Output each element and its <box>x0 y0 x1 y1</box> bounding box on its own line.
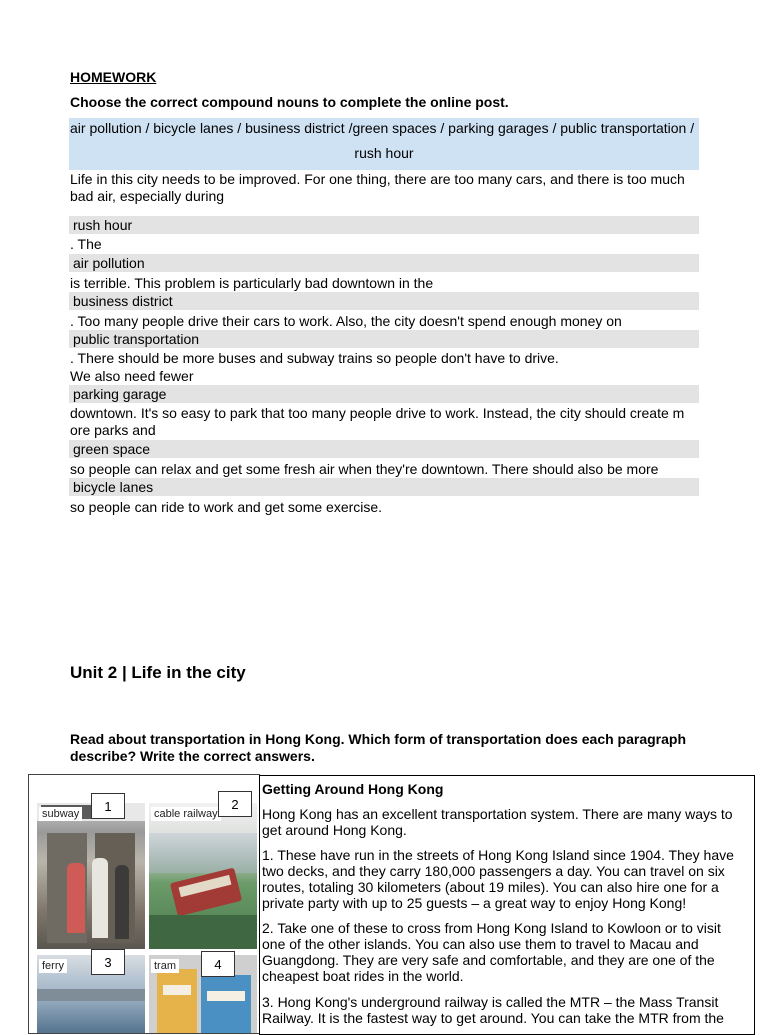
post-text: . Too many people drive their cars to work. Also, the city doesn't spend enough money on <box>70 313 622 329</box>
word-bank-line-1: air pollution / bicycle lanes / business district /green spaces / parking garages / public transportation / <box>70 120 695 136</box>
post-text: We also need fewer <box>70 368 194 384</box>
picture-number-box[interactable]: 1 <box>91 793 125 819</box>
picture-label: tram <box>151 959 179 973</box>
article-paragraph-2: 2. Take one of these to cross from Hong Kong Island to Kowloon or to visit one of the other islands. You can also use them to travel to Macau and Guangdong. They are very safe and comfortable, and they are one of the cheapest boat rides in the world. <box>262 920 721 984</box>
article-title: Getting Around Hong Kong <box>262 781 444 797</box>
post-text: so people can relax and get some fresh air when they're downtown. There should also be more <box>70 461 659 477</box>
post-text: . There should be more buses and subway trains so people don't have to drive. <box>70 350 559 366</box>
homework-title: HOMEWORK <box>70 69 157 85</box>
picture-label: cable railway <box>151 807 221 821</box>
answer-field[interactable]: green space <box>69 440 699 458</box>
unit-title: Unit 2 | Life in the city <box>70 663 246 682</box>
post-text: . The <box>70 236 102 252</box>
post-intro: Life in this city needs to be improved. For one thing, there are too many cars, and there is too much bad air, especially during <box>70 171 685 204</box>
picture-label: subway <box>39 807 82 821</box>
answer-field[interactable]: parking garage <box>69 385 699 403</box>
word-bank-line-2: rush hour <box>354 145 414 161</box>
picture-number-box[interactable]: 4 <box>201 951 235 977</box>
answer-field[interactable]: business district <box>69 292 699 310</box>
article-paragraph-1: 1. These have run in the streets of Hong Kong Island since 1904. They have two decks, and they carry 180,000 passengers a day. You can travel on six routes, totaling 30 kilometers (about 19 miles). You can also hire one for a private party with up to 25 guests – a great way to enjoy Hong Kong! <box>262 847 734 911</box>
reading-instruction: Read about transportation in Hong Kong. Which form of transportation does each paragraph describe? Write the correct answers. <box>70 731 687 764</box>
post-text: downtown. It's so easy to park that too many people drive to work. Instead, the city should create m ore parks and <box>70 405 685 438</box>
picture-number-box[interactable]: 2 <box>218 791 252 817</box>
picture-number-box[interactable]: 3 <box>91 949 125 975</box>
article-panel <box>259 775 755 1035</box>
answer-field[interactable]: bicycle lanes <box>69 478 699 496</box>
picture-label: ferry <box>39 959 67 973</box>
word-bank <box>69 118 699 170</box>
post-text: so people can ride to work and get some exercise. <box>70 499 383 515</box>
article-intro: Hong Kong has an excellent transportation system. There are many ways to get around Hong Kong. <box>262 806 733 838</box>
answer-field[interactable]: rush hour <box>69 216 699 234</box>
answer-field[interactable]: air pollution <box>69 254 699 272</box>
transport-pictures-panel <box>28 774 260 1034</box>
answer-field[interactable]: public transportation <box>69 330 699 348</box>
post-text: is terrible. This problem is particularly bad downtown in the <box>70 275 434 291</box>
article-paragraph-3: 3. Hong Kong's underground railway is called the MTR – the Mass Transit Railway. It is the fastest way to get around. You can take the MTR from the <box>262 994 724 1026</box>
homework-instruction: Choose the correct compound nouns to complete the online post. <box>70 94 509 110</box>
subway-photo <box>37 803 145 949</box>
cable-railway-photo <box>149 803 257 949</box>
